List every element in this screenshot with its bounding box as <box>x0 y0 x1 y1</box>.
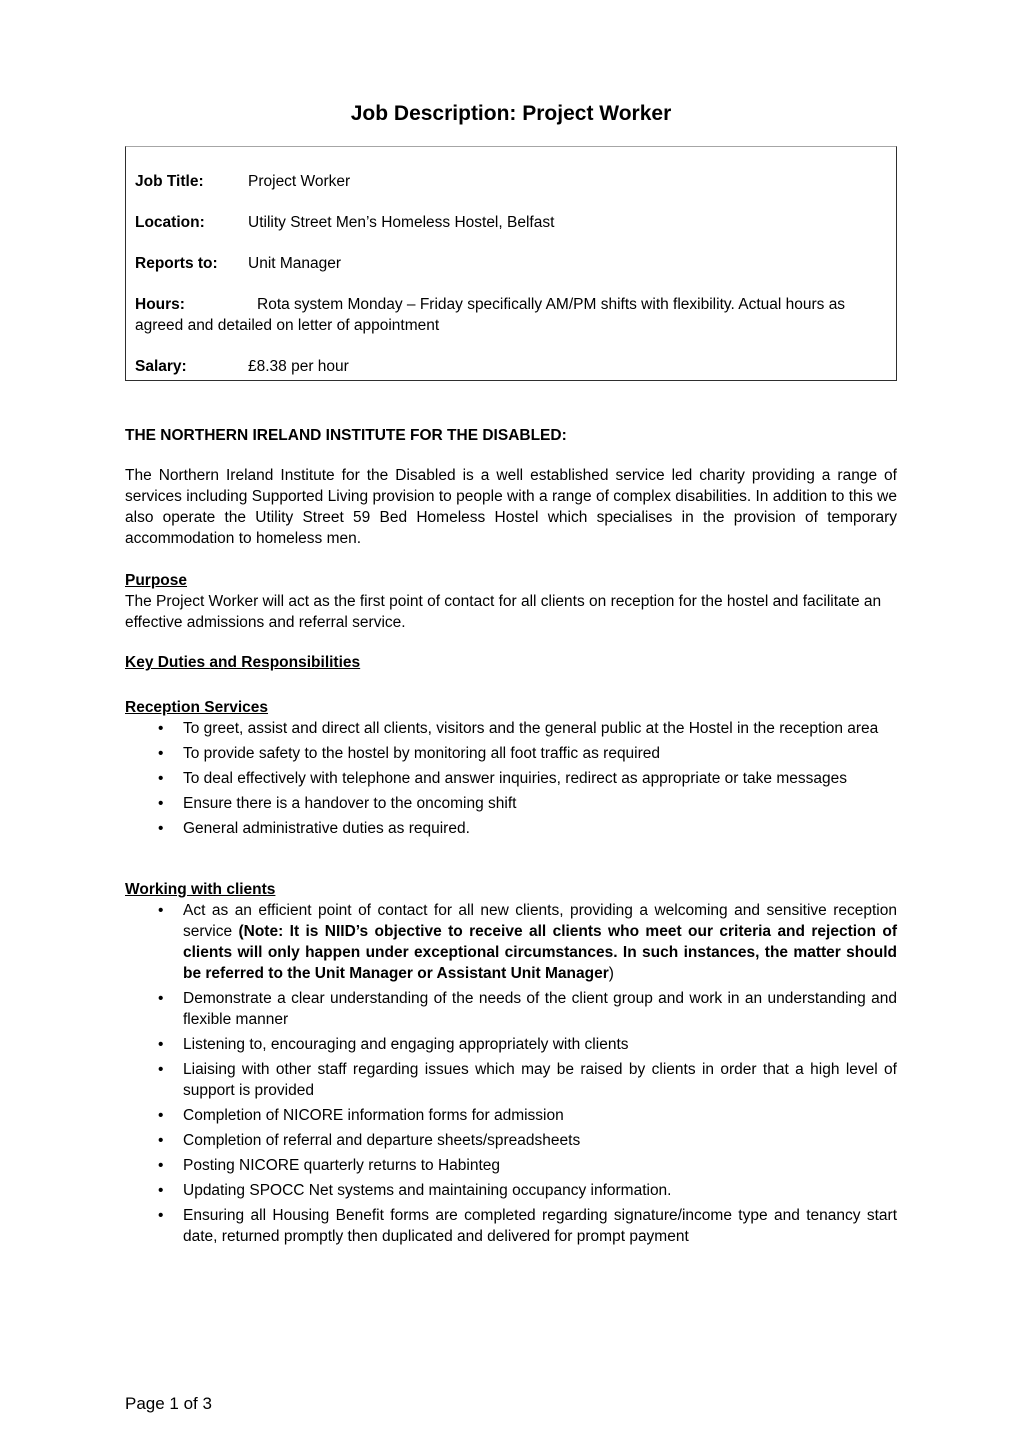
bullet-item: • To provide safety to the hostel by monitoring all foot traffic as required <box>125 743 897 764</box>
bullet-item: • Completion of NICORE information forms for admission <box>125 1105 897 1126</box>
working-bullet-list <box>125 900 897 1247</box>
reception-services-heading: Reception Services <box>125 699 269 716</box>
org-paragraph: The Northern Ireland Institute for the Disabled is a well established service led charity providing a range of services including Supported Living provision to people with a range of complex disabilities. In addition to this we also operate the Utility Street 59 Bed Homeless Hostel which specialises in the provision of temporary accommodation to homeless men. <box>125 467 897 547</box>
org-heading: THE NORTHERN IRELAND INSTITUTE FOR THE DISABLED: <box>125 427 567 444</box>
bullet-item: • Ensuring all Housing Benefit forms are completed regarding signature/income type and tenancy start date, returned promptly then duplicated and delivered for prompt payment <box>125 1205 897 1247</box>
note-bold-text: (Note: It is NIID’s objective to receive all clients who meet our criteria and rejection of clients will only happen under exceptional circumstances. In such instances, the matter should be referred to the Unit Manager or Assistant Unit Manager <box>183 923 897 982</box>
bullet-item: • Ensure there is a handover to the oncoming shift <box>125 793 897 814</box>
working-with-clients-heading: Working with clients <box>125 881 276 898</box>
bullet-item: • General administrative duties as required. <box>125 818 897 839</box>
info-row-salary <box>135 356 886 377</box>
reception-bullet-list <box>125 718 897 839</box>
note-prefix: Act as an efficient point of contact for all new clients, providing a welcoming and sensitive reception service <box>183 902 897 940</box>
page-title: Job Description: Project Worker <box>350 102 672 125</box>
info-value-job-title: Project Worker <box>248 173 351 190</box>
bullet-item: • To greet, assist and direct all clients, visitors and the general public at the Hostel in the reception area <box>125 718 897 739</box>
info-label-salary: Salary: <box>135 358 187 375</box>
bullet-item: • Updating SPOCC Net systems and maintaining occupancy information. <box>125 1180 897 1201</box>
info-row-location <box>135 212 886 233</box>
bullet-item: • Demonstrate a clear understanding of the needs of the client group and work in an understanding and flexible manner <box>125 988 897 1030</box>
note-suffix: ) <box>608 965 614 982</box>
info-row-hours <box>135 294 886 336</box>
info-row-reports-to <box>135 253 886 274</box>
info-label-job-title: Job Title: <box>135 173 204 190</box>
key-duties-heading: Key Duties and Responsibilities <box>125 654 361 671</box>
info-value-location: Utility Street Men’s Homeless Hostel, Belfast <box>248 214 555 231</box>
info-value-reports-to: Unit Manager <box>248 255 342 272</box>
bullet-item: • Listening to, encouraging and engaging appropriately with clients <box>125 1034 897 1055</box>
info-label-reports-to: Reports to: <box>135 255 218 272</box>
bullet-item: • Liaising with other staff regarding issues which may be raised by clients in order that a high level of support is provided <box>125 1059 897 1101</box>
purpose-heading: Purpose <box>125 572 188 589</box>
info-value-salary: £8.38 per hour <box>248 358 349 375</box>
info-row-job-title <box>135 171 886 192</box>
bullet-item: • Completion of referral and departure sheets/spreadsheets <box>125 1130 897 1151</box>
bullet-item: • Posting NICORE quarterly returns to Habinteg <box>125 1155 897 1176</box>
info-value-hours: Rota system Monday – Friday specifically AM/PM shifts with flexibility. Actual hours as agreed and detailed on letter of appointment <box>135 296 846 334</box>
purpose-paragraph: The Project Worker will act as the first point of contact for all clients on reception for the hostel and facilitate an effective admissions and referral service. <box>125 593 882 631</box>
info-box <box>125 146 897 381</box>
info-label-location: Location: <box>135 214 205 231</box>
bullet-item-note <box>125 900 897 984</box>
page-footer: Page 1 of 3 <box>125 1394 212 1413</box>
bullet-item: • To deal effectively with telephone and answer inquiries, redirect as appropriate or take messages <box>125 768 897 789</box>
info-label-hours: Hours: <box>135 296 185 313</box>
